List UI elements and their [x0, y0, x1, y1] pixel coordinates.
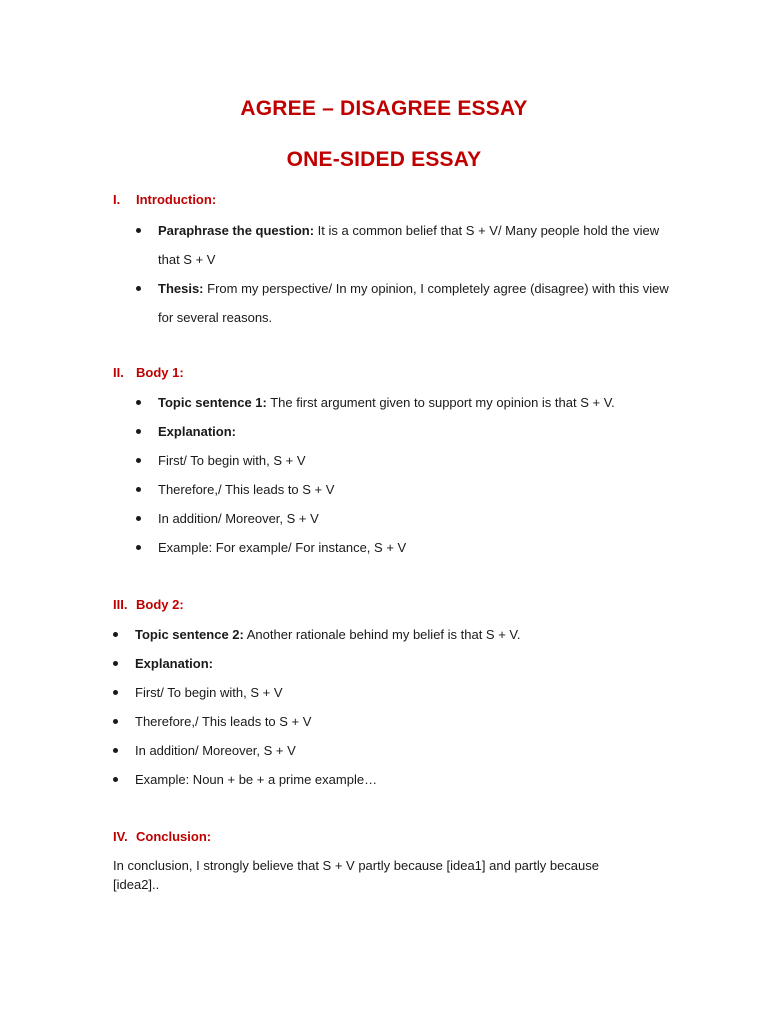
document-title: AGREE – DISAGREE ESSAY	[240, 97, 528, 120]
bullet-icon	[113, 777, 118, 782]
list-item	[136, 417, 681, 446]
section-number: II.	[113, 365, 124, 380]
bullet-icon	[113, 661, 118, 666]
list-item	[113, 736, 681, 765]
item-text: Example: For example/ For instance, S + V	[158, 540, 407, 555]
bullet-icon	[136, 516, 141, 521]
bullet-icon	[136, 458, 141, 463]
list-item	[136, 475, 681, 504]
bullet-icon	[136, 429, 141, 434]
bullet-icon	[113, 748, 118, 753]
item-bold: Paraphrase the question:	[158, 223, 315, 238]
bullet-icon	[113, 632, 118, 637]
list-item	[136, 274, 681, 332]
item-text: The first argument given to support my opinion is that S + V.	[266, 395, 615, 410]
introduction-list	[136, 216, 681, 332]
list-item	[113, 765, 681, 794]
list-item	[113, 678, 681, 707]
item-text: First/ To begin with, S + V	[158, 453, 306, 468]
body-2-list	[113, 620, 681, 794]
list-item	[113, 649, 681, 678]
bullet-icon	[113, 690, 118, 695]
section-number: III.	[113, 597, 128, 612]
item-bold: Explanation:	[135, 656, 214, 671]
list-item	[136, 216, 681, 274]
item-text: First/ To begin with, S + V	[135, 685, 283, 700]
list-item	[113, 620, 681, 649]
bullet-icon	[136, 545, 141, 550]
item-text: Example: Noun + be + a prime example…	[135, 772, 378, 787]
bullet-icon	[136, 286, 141, 291]
section-label: Introduction:	[136, 192, 217, 207]
section-number: I.	[113, 192, 121, 207]
section-heading-conclusion	[113, 828, 211, 846]
section-heading-body-1	[113, 364, 184, 382]
item-text: In addition/ Moreover, S + V	[158, 511, 319, 526]
section-label: Body 1:	[136, 365, 184, 380]
item-text: Another rationale behind my belief is that S + V.	[243, 627, 521, 642]
list-item	[136, 504, 681, 533]
section-heading-introduction	[113, 191, 216, 209]
bullet-icon	[136, 487, 141, 492]
section-label: Conclusion:	[136, 829, 212, 844]
section-number: IV.	[113, 829, 128, 844]
item-text: In addition/ Moreover, S + V	[135, 743, 296, 758]
item-bold: Topic sentence 2:	[135, 627, 244, 642]
bullet-icon	[136, 400, 141, 405]
item-bold: Thesis:	[158, 281, 204, 296]
document-subtitle: ONE-SIDED ESSAY	[286, 148, 482, 171]
item-text: From my perspective/ In my opinion, I completely agree (disagree) with this view for several reasons.	[158, 281, 669, 325]
item-text: Therefore,/ This leads to S + V	[135, 714, 312, 729]
item-text: It is a common belief that S + V/ Many people hold the view that S + V	[158, 223, 660, 267]
body-1-list	[136, 388, 681, 562]
item-text: Therefore,/ This leads to S + V	[158, 482, 335, 497]
list-item	[113, 707, 681, 736]
list-item	[136, 446, 681, 475]
section-heading-body-2	[113, 596, 184, 614]
conclusion-paragraph: In conclusion, I strongly believe that S + V partly because [idea1] and partly because [idea2]..	[113, 858, 599, 892]
item-bold: Explanation:	[158, 424, 237, 439]
item-bold: Topic sentence 1:	[158, 395, 267, 410]
list-item	[136, 388, 681, 417]
bullet-icon	[113, 719, 118, 724]
section-label: Body 2:	[136, 597, 184, 612]
list-item	[136, 533, 681, 562]
bullet-icon	[136, 228, 141, 233]
